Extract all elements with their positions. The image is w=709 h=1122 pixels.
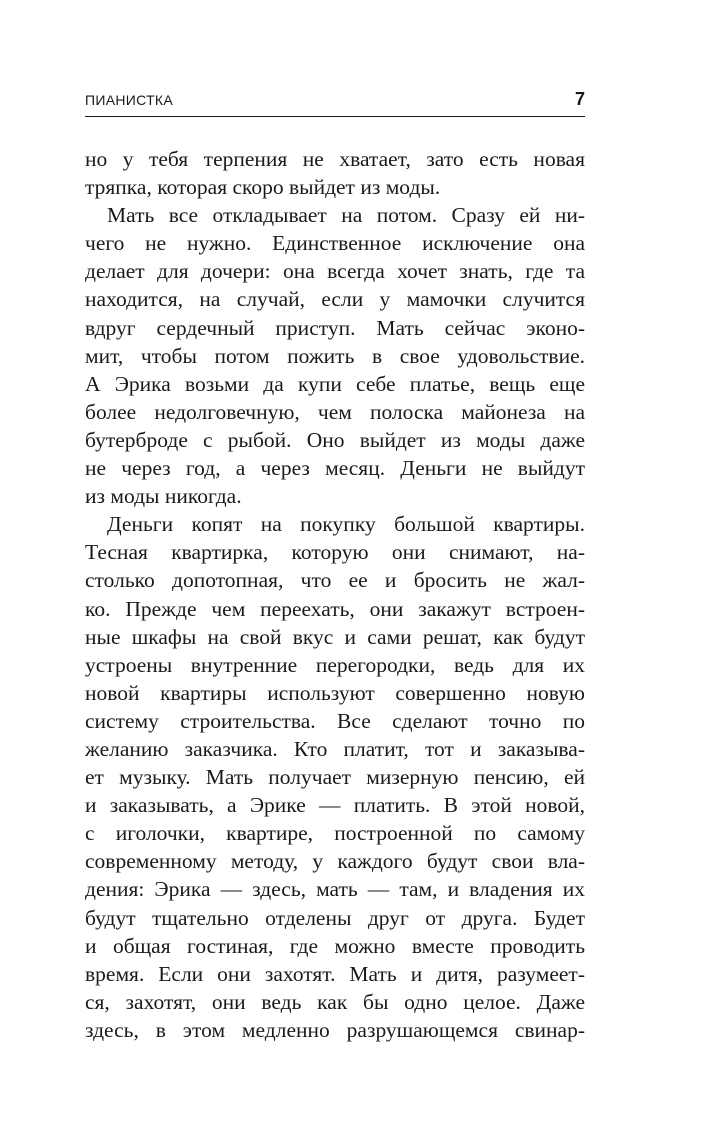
text-line: ет музыку. Мать получает мизерную пенсию, ей: [85, 765, 585, 790]
text-line: ко. Прежде чем переехать, они закажут встроен-: [85, 596, 585, 621]
text-line: тряпка, которая скоро выйдет из моды.: [85, 175, 441, 200]
text-line: из моды никогда.: [85, 484, 242, 509]
text-line: делает для дочери: она всегда хочет знать, где та: [85, 259, 585, 284]
text-line: не через год, а через месяц. Деньги не выйдут: [85, 456, 585, 481]
text-line: Деньги копят на покупку большой квартиры.: [107, 512, 585, 537]
text-line: современному методу, у каждого будут свои вла-: [85, 849, 585, 874]
text-line: мит, чтобы потом пожить в свое удовольствие.: [85, 343, 585, 368]
text-line: устроены внутренние перегородки, ведь для их: [85, 652, 585, 677]
text-line: ные шкафы на свой вкус и сами решат, как будут: [85, 624, 585, 649]
text-line: систему строительства. Все сделают точно по: [85, 708, 585, 733]
text-line: столько допотопная, что ее и бросить не жал-: [85, 568, 585, 593]
text-line: ся, захотят, они ведь как бы одно целое. Даже: [85, 989, 585, 1014]
running-head: [85, 88, 585, 117]
text-line: с иголочки, квартире, построенной по самому: [85, 821, 585, 846]
text-line: и общая гостиная, где можно вместе проводить: [85, 933, 585, 958]
text-line: Тесная квартирка, которую они снимают, на-: [85, 540, 585, 565]
text-line: вдруг сердечный приступ. Мать сейчас эконо-: [85, 315, 585, 340]
text-line: находится, на случай, если у мамочки случится: [85, 287, 585, 312]
text-line: но у тебя терпения не хватает, зато есть новая: [85, 147, 585, 171]
text-line: здесь, в этом медленно разрушающемся свинар-: [85, 1017, 585, 1042]
page-number: 7: [574, 89, 585, 109]
text-line: более недолговечную, чем полоска майонеза на: [85, 399, 585, 424]
text-line: новой квартиры используют совершенно новую: [85, 680, 585, 705]
text-line: время. Если они захотят. Мать и дитя, разумеет-: [85, 961, 585, 986]
text-line: Мать все откладывает на потом. Сразу ей ни-: [107, 203, 585, 228]
running-title: ПИАНИСТКА: [85, 92, 174, 108]
text-line: желанию заказчика. Кто платит, тот и заказыва-: [85, 736, 585, 761]
text-line: А Эрика возьми да купи себе платье, вещь еще: [85, 371, 585, 396]
text-line: дения: Эрика — здесь, мать — там, и владения их: [85, 877, 585, 902]
text-line: чего не нужно. Единственное исключение она: [85, 231, 585, 256]
body-text: [85, 145, 585, 1044]
text-line: и заказывать, а Эрике — платить. В этой новой,: [85, 793, 585, 818]
text-line: будут тщательно отделены друг от друга. Будет: [85, 905, 585, 930]
text-line: бутерброде с рыбой. Оно выйдет из моды даже: [85, 427, 585, 452]
